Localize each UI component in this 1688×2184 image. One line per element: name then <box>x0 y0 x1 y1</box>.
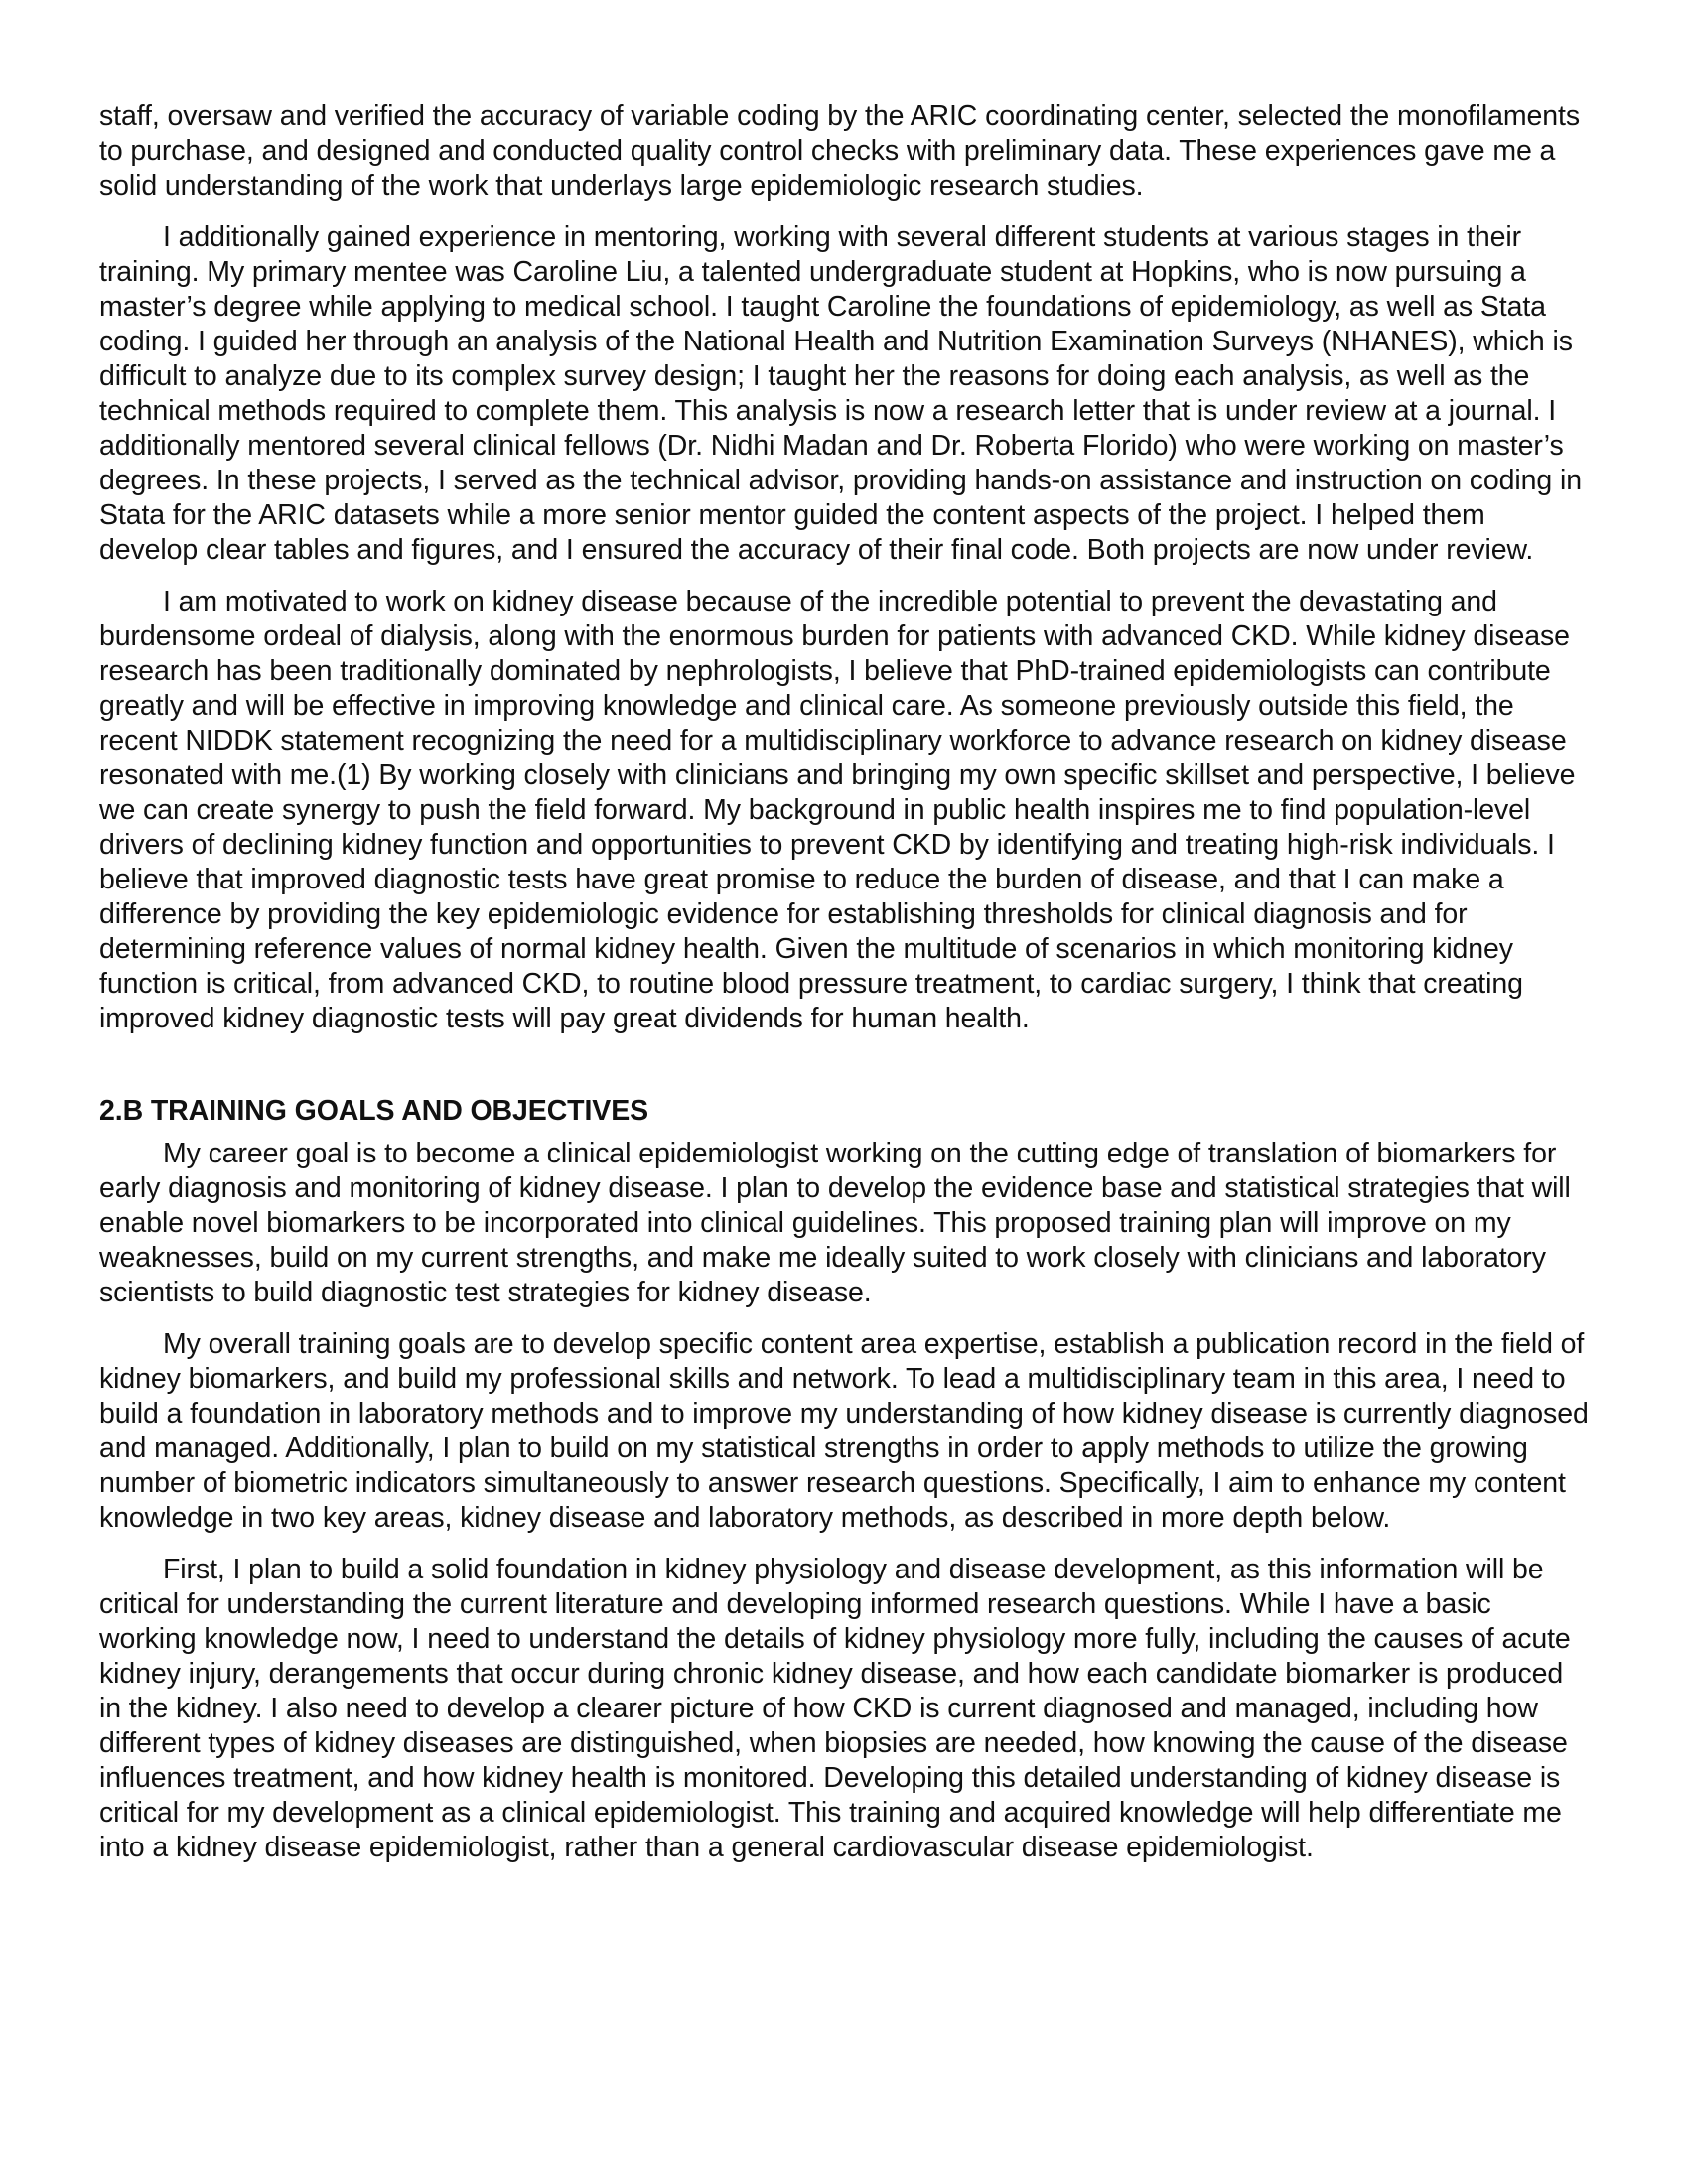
paragraph-motivation: I am motivated to work on kidney disease because of the incredible potential to prevent the devastating and burdensome ordeal of dialysis, along with the enormous burden for patients with advanced CKD. While kidney disease research has been traditionally dominated by nephrologists, I believe that PhD-trained epidemiologists can contribute greatly and will be effective in improving knowledge and clinical care. As someone previously outside this field, the recent NIDDK statement recognizing the need for a multidisciplinary workforce to advance research on kidney disease resonated with me.(1) By working closely with clinicians and bringing my own specific skillset and perspective, I believe we can create synergy to push the field forward. My background in public health inspires me to find population-level drivers of declining kidney function and opportunities to prevent CKD by identifying and treating high-risk individuals. I believe that improved diagnostic tests have great promise to reduce the burden of disease, and that I can make a difference by providing the key epidemiologic evidence for establishing thresholds for clinical diagnosis and for determining reference values of normal kidney health. Given the multitude of scenarios in which monitoring kidney function is critical, from advanced CKD, to routine blood pressure treatment, to cardiac surgery, I think that creating improved kidney diagnostic tests will pay great dividends for human health. <box>99 586 1576 1034</box>
paragraph-mentoring: I additionally gained experience in mentoring, working with several different students at various stages in their training. My primary mentee was Caroline Liu, a talented undergraduate student at Hopkins, who is now pursuing a master’s degree while applying to medical school. I taught Caroline the foundations of epidemiology, as well as Stata coding. I guided her through an analysis of the National Health and Nutrition Examination Surveys (NHANES), which is difficult to analyze due to its complex survey design; I taught her the reasons for doing each analysis, as well as the technical methods required to complete them. This analysis is now a research letter that is under review at a journal. I additionally mentored several clinical fellows (Dr. Nidhi Madan and Dr. Roberta Florido) who were working on master’s degrees. In these projects, I served as the technical advisor, providing hands-on assistance and instruction on coding in Stata for the ARIC datasets while a more senior mentor guided the content aspects of the project. I helped them develop clear tables and figures, and I ensured the accuracy of their final code. Both projects are now under review. <box>99 221 1582 566</box>
section-heading-training-goals: 2.B TRAINING GOALS AND OBJECTIVES <box>99 1095 649 1127</box>
paragraph-career-goal: My career goal is to become a clinical epidemiologist working on the cutting edge of translation of biomarkers for early diagnosis and monitoring of kidney disease. I plan to develop the evidence base and statistical strategies that will enable novel biomarkers to be incorporated into clinical guidelines. This proposed training plan will improve on my weaknesses, build on my current strengths, and make me ideally suited to work closely with clinicians and laboratory scientists to build diagnostic test strategies for kidney disease. <box>99 1138 1571 1308</box>
document-page <box>99 99 1589 1882</box>
paragraph-continuation: staff, oversaw and verified the accuracy of variable coding by the ARIC coordinating center, selected the monofilaments to purchase, and designed and conducted quality control checks with preliminary data. These experiences gave me a solid understanding of the work that underlays large epidemiologic research studies. <box>99 100 1580 202</box>
paragraph-training-goals: My overall training goals are to develop specific content area expertise, establish a publication record in the field of kidney biomarkers, and build my professional skills and network. To lead a multidisciplinary team in this area, I need to build a foundation in laboratory methods and to improve my understanding of how kidney disease is currently diagnosed and managed. Additionally, I plan to build on my statistical strengths in order to apply methods to utilize the growing number of biometric indicators simultaneously to answer research questions. Specifically, I aim to enhance my content knowledge in two key areas, kidney disease and laboratory methods, as described in more depth below. <box>99 1328 1589 1534</box>
paragraph-kidney-physiology: First, I plan to build a solid foundation in kidney physiology and disease development, as this information will be critical for understanding the current literature and developing informed research questions. While I have a basic working knowledge now, I need to understand the details of kidney physiology more fully, including the causes of acute kidney injury, derangements that occur during chronic kidney disease, and how each candidate biomarker is produced in the kidney. I also need to develop a clearer picture of how CKD is current diagnosed and managed, including how different types of kidney diseases are distinguished, when biopsies are needed, how knowing the cause of the disease influences treatment, and how kidney health is monitored. Developing this detailed understanding of kidney disease is critical for my development as a clinical epidemiologist. This training and acquired knowledge will help differentiate me into a kidney disease epidemiologist, rather than a general cardiovascular disease epidemiologist. <box>99 1554 1571 1863</box>
